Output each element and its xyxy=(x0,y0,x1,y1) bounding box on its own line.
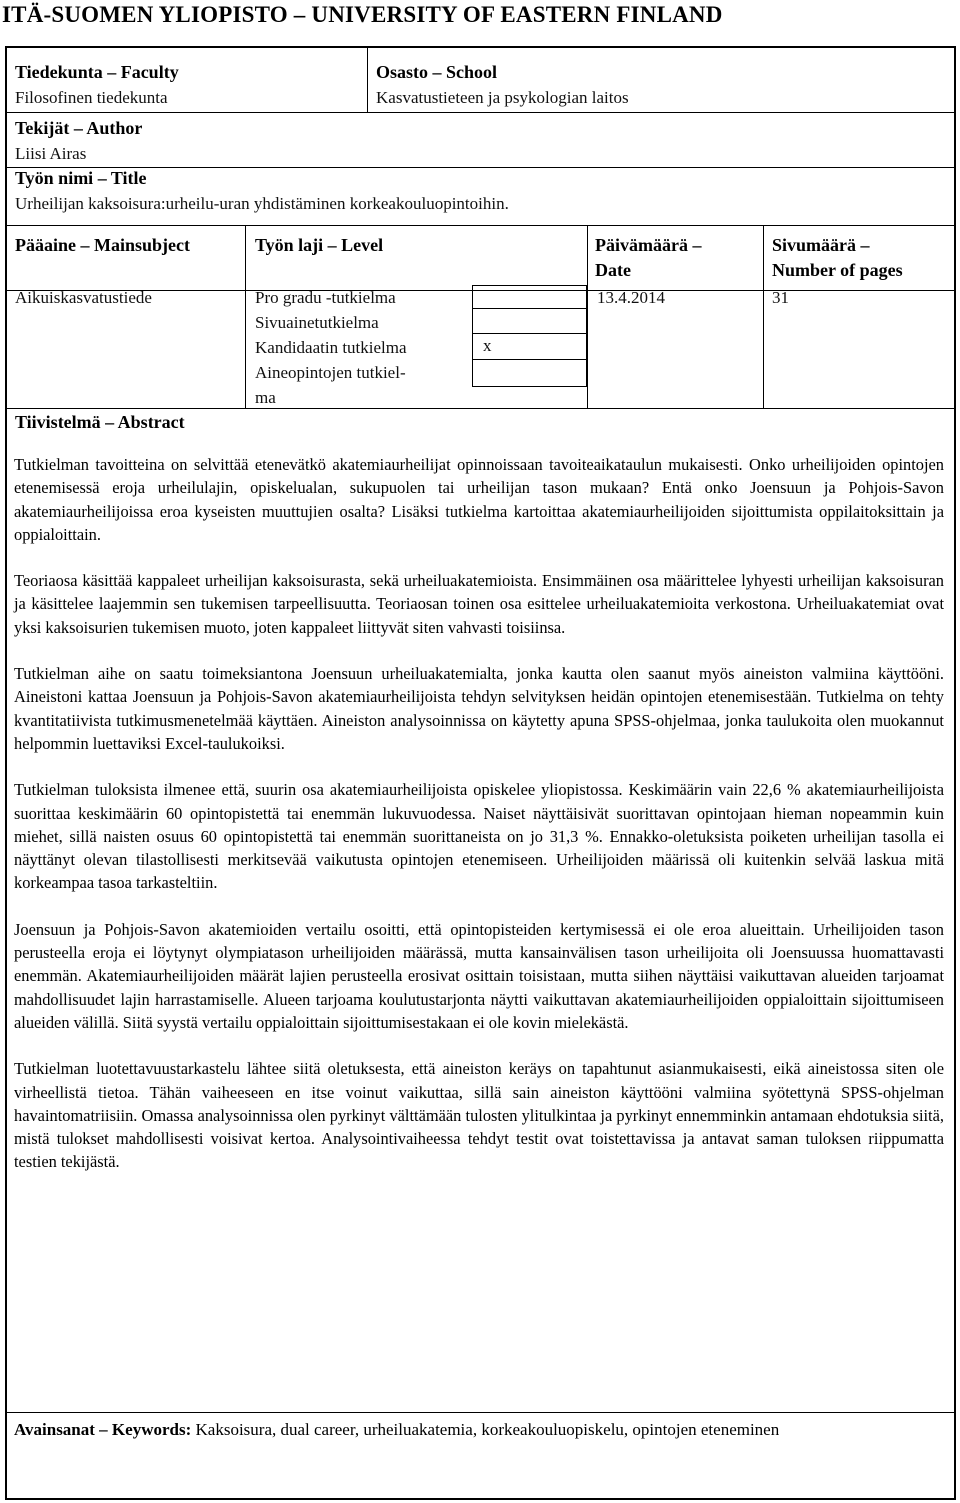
title-value: Urheilijan kaksoisura:urheilu-uran yhdistäminen korkeakouluopintoihin. xyxy=(15,194,509,213)
divider xyxy=(7,112,954,113)
column-divider xyxy=(763,290,764,408)
date-value: 13.4.2014 xyxy=(597,288,665,307)
level-option: Aineopintojen tutkiel- xyxy=(255,363,406,382)
school-label: Osasto – School xyxy=(376,62,498,82)
pages-value: 31 xyxy=(772,288,789,307)
abstract-body xyxy=(14,453,944,1197)
divider xyxy=(7,408,954,409)
column-divider xyxy=(587,290,588,408)
divider xyxy=(7,1412,954,1413)
level-option: Sivuainetutkielma xyxy=(255,313,379,332)
level-label: Työn laji – Level xyxy=(255,235,384,255)
keywords-label: Avainsanat – Keywords: xyxy=(14,1420,192,1439)
author-label: Tekijät – Author xyxy=(15,118,143,138)
level-option: Pro gradu -tutkielma xyxy=(255,288,396,307)
date-label: Päivämäärä – xyxy=(595,235,702,255)
level-option-continued: ma xyxy=(255,388,276,407)
abstract-paragraph: Joensuun ja Pohjois-Savon akatemioiden vertailu osoitti, että opintopisteiden kertymisessä ei ole eroa alueittain. Urheilijoiden tason perusteella eroja ei löytynyt olympiatason urheilijoiden määrässä, mutta kansainvälisen tason urheilijoita oli Joensuussa huomattavasti enemmän. Akatemiaurheilijoiden määrät lajien perusteella erosivat osittain toisistaan, mutta siihen näyttäisi vaikuttavan alueiden tarjoamat mahdollisuudet lajin harrastamiselle. Alueen tarjoama koulutustarjonta näytti vaikuttavan akatemiaurheilijoiden oppialoittain sijoittumiseen alueiden välillä. Siitä syystä vertailu oppialoittain sijoittumisestakaan ei ole kovin mielekästä. xyxy=(14,919,944,1032)
abstract-paragraph: Tutkielman tavoitteina on selvittää etenevätkö akatemiaurheilijat opinnoissaan tavoiteaikataulun mukaisesti. Onko urheilijoiden opintojen etenemisessä eroja urheilulajin, opiskelualan, sukupuolen tai urheilijan tason mukaan? Entä onko Joensuun ja Pohjois-Savon akatemiaurheilijoissa eroa kyseisten muuttujien osalta? Lisäksi tutkielma kartoittaa akatemiaurheilijoiden sijoittumista oppilaitoksittain ja oppialoittain. xyxy=(14,455,944,544)
mainsubject-value: Aikuiskasvatustiede xyxy=(15,288,152,307)
pages-label: Sivumäärä – xyxy=(772,235,870,255)
divider xyxy=(7,167,954,168)
pages-label-line2: Number of pages xyxy=(772,260,903,280)
column-divider xyxy=(245,290,246,408)
level-checkbox[interactable] xyxy=(472,359,587,387)
column-divider xyxy=(245,225,246,290)
mainsubject-label: Pääaine – Mainsubject xyxy=(15,235,190,255)
abstract-paragraph: Teoriaosa käsittää kappaleet urheilijan kaksoisurasta, sekä urheiluakatemioista. Ensimmäinen osa määrittelee lyhyesti urheilijan kaksoisuran ja käsittelee laajemmin sen tukemisen tarpeellisuutta. Teoriaosan toinen osa esittelee urheiluakatemioita verkostona. Urheiluakatemiat ovat yksi kaksoisurien tukemisen muoto, joten kappaleet liittyvät siten vahvasti toisiinsa. xyxy=(14,571,944,637)
faculty-value: Filosofinen tiedekunta xyxy=(15,88,168,107)
university-title: ITÄ-SUOMEN YLIOPISTO – UNIVERSITY OF EASTERN FINLAND xyxy=(2,2,723,27)
author-value: Liisi Airas xyxy=(15,144,87,163)
column-divider xyxy=(587,225,588,290)
date-label-line2: Date xyxy=(595,260,631,280)
abstract-paragraph: Tutkielman luotettavuustarkastelu lähtee siitä oletuksesta, että aineiston keräys on tapahtunut asianmukaisesti, eikä aineistossa siten ole virheellistä tietoa. Tähän vaiheeseen en itse voinut vaikuttaa, sillä sain aineiston käyttööni valmiina syötettynä SPSS-ohjelman havaintomatriisiin. Omassa analysoinnissa olen pyrkinyt välttämään tulosten ylitulkintaa ja pyrkinyt ennemminkin antamaan ehdotuksia siitä, mistä tulokset mahdollisesti voisivat kertoa. Analysointivaiheessa tehdyt testit ovat toistettavissa ja antavat saman tuloksen riippumatta testien tekijästä. xyxy=(14,1059,944,1172)
faculty-label: Tiedekunta – Faculty xyxy=(15,62,179,82)
level-checkbox[interactable] xyxy=(472,308,587,334)
keywords-value: Kaksoisura, dual career, urheiluakatemia, korkeakouluopiskelu, opintojen eteneminen xyxy=(195,1420,780,1439)
level-option: Kandidaatin tutkielma xyxy=(255,338,407,357)
keywords xyxy=(14,1418,934,1443)
school-value: Kasvatustieteen ja psykologian laitos xyxy=(376,88,629,107)
level-checkbox[interactable]: x xyxy=(472,333,587,360)
abstract-paragraph: Tutkielman aihe on saatu toimeksiantona Joensuun urheiluakatemialta, jonka kautta olen saanut myös aineiston valmiina käyttööni. Aineistoni kattaa Joensuun ja Pohjois-Savon akatemiaurheilijoista tehdyn selvityksen heidän opintojen etenemisestään. Tutkielma on tehty kvantitatiivista tutkimusmenetelmää käyttäen. Aineiston analysoinnissa on käytetty apuna SPSS-ohjelmaa, jonka taulukoita olen muokannut helpommin luettaviksi Excel-taulukoiksi. xyxy=(14,664,944,753)
divider xyxy=(7,225,954,226)
abstract-paragraph: Tutkielman tuloksista ilmenee että, suurin osa akatemiaurheilijoista opiskelee yliopistossa. Keskimäärin vain 22,6 % akatemiaurheilijoista suorittaa keskimäärin 60 opintopistettä tai enemmän lukuvuodessa. Naiset näyttäisivät suorittavan opintojaan hieman nopeammin kuin miehet, sillä naisten osuus 60 opintopistettä tai enemmän suorittaneista on jo 31,3 %. Ennakko-oletuksista poiketen urheilijan tasolla ei näyttänyt olevan tilastollisesti merkitsevää vaikutusta opintojen etenemiseen. Urheilijoiden määrissä oli kuitenkin selvää laskua mitä korkeampaa tasoa tarkasteltiin. xyxy=(14,780,944,893)
title-label: Työn nimi – Title xyxy=(15,168,147,188)
abstract-label: Tiivistelmä – Abstract xyxy=(15,412,185,432)
column-divider xyxy=(763,225,764,290)
level-checkbox[interactable] xyxy=(472,285,587,309)
faculty-school-divider xyxy=(367,48,368,112)
